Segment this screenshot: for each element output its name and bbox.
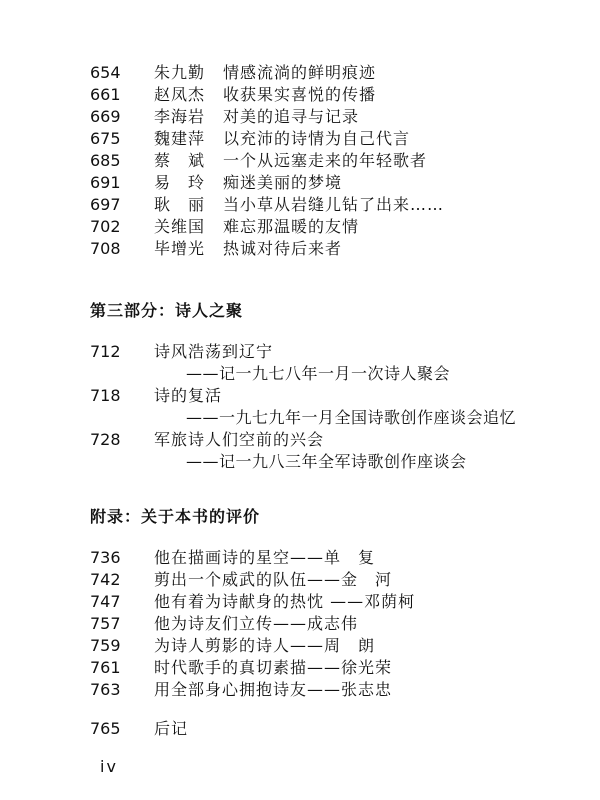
entry-title: 收获果实喜悦的传播 (223, 85, 377, 104)
entry-title: 为诗人剪影的诗人——周 朗 (154, 636, 376, 655)
entry-title: 诗的复活 (154, 386, 223, 405)
author-name: 李海岩 (154, 107, 206, 126)
page-number: 702 (90, 217, 121, 236)
toc-entry[interactable] (0, 106, 600, 128)
entry-title: 剪出一个威武的队伍——金 河 (154, 570, 393, 589)
toc-entry[interactable] (0, 150, 600, 172)
toc-entry[interactable] (0, 429, 600, 451)
author-name: 赵凤杰 (154, 85, 206, 104)
entry-title: 当小草从岩缝儿钻了出来…… (223, 195, 445, 214)
toc-entry[interactable] (0, 62, 600, 84)
toc-entry[interactable] (0, 613, 600, 635)
entry-title: 难忘那温暖的友情 (223, 217, 360, 236)
toc-entry[interactable] (0, 194, 600, 216)
toc-entry[interactable] (0, 238, 600, 260)
toc-entry[interactable] (0, 547, 600, 569)
toc-entry[interactable] (0, 569, 600, 591)
page-number: 708 (90, 239, 121, 258)
entry-title: 后记 (154, 719, 189, 738)
toc-entry-afterword[interactable] (0, 718, 600, 740)
entry-title: 一个从远塞走来的年轻歌者 (223, 151, 428, 170)
section-heading-appendix: 附录：关于本书的评价 (90, 507, 261, 526)
entry-subtitle: ——记一九八三年全军诗歌创作座谈会 (186, 452, 467, 471)
page-number: 691 (90, 173, 121, 192)
section-appendix-list (0, 547, 600, 701)
page-number: 697 (90, 195, 121, 214)
page-number: 712 (90, 342, 121, 361)
toc-entry[interactable] (0, 657, 600, 679)
entry-title: 以充沛的诗情为自己代言 (223, 129, 411, 148)
entry-title: 对美的追寻与记录 (223, 107, 360, 126)
author-name: 朱九勤 (154, 63, 206, 82)
entry-subtitle: ——一九七九年一月全国诗歌创作座谈会追忆 (186, 408, 517, 427)
toc-entry[interactable] (0, 216, 600, 238)
toc-entry[interactable] (0, 591, 600, 613)
afterword-list (0, 718, 600, 740)
entry-title: 他在描画诗的星空——单 复 (154, 548, 376, 567)
entry-title: 诗风浩荡到辽宁 (154, 342, 274, 361)
page-number: 661 (90, 85, 121, 104)
entry-title: 情感流淌的鲜明痕迹 (223, 63, 377, 82)
page-number: 685 (90, 151, 121, 170)
author-name: 魏建萍 (154, 129, 206, 148)
page-number: 761 (90, 658, 121, 677)
page-number: 728 (90, 430, 121, 449)
toc-entry[interactable] (0, 635, 600, 657)
entry-title: 热诚对待后来者 (223, 239, 343, 258)
entry-title: 痴迷美丽的梦境 (223, 173, 343, 192)
entry-subtitle: ——记一九七八年一月一次诗人聚会 (186, 364, 451, 383)
section-authors-list (0, 62, 600, 260)
section-gathering-list (0, 341, 600, 473)
toc-entry[interactable] (0, 128, 600, 150)
entry-title: 时代歌手的真切素描——徐光荣 (154, 658, 393, 677)
entry-title: 用全部身心拥抱诗友——张志忠 (154, 680, 393, 699)
author-name: 耿 丽 (154, 195, 206, 214)
entry-title: 他为诗友们立传——成志伟 (154, 614, 359, 633)
toc-entry[interactable] (0, 172, 600, 194)
page-number: 763 (90, 680, 121, 699)
toc-entry[interactable] (0, 679, 600, 701)
toc-entry-subtitle (0, 451, 600, 473)
page-number: 765 (90, 719, 121, 738)
page-number: 675 (90, 129, 121, 148)
page-number: 718 (90, 386, 121, 405)
toc-entry[interactable] (0, 385, 600, 407)
author-name: 蔡 斌 (154, 151, 206, 170)
toc-entry-subtitle (0, 407, 600, 429)
page-number: 654 (90, 63, 121, 82)
entry-title: 他有着为诗献身的热忱 ——邓荫柯 (154, 592, 416, 611)
page-number: 742 (90, 570, 121, 589)
page-number: 669 (90, 107, 121, 126)
page-number: 757 (90, 614, 121, 633)
section-heading-part3: 第三部分：诗人之聚 (90, 301, 244, 320)
page-folio: iv (100, 757, 118, 776)
toc-entry-subtitle (0, 363, 600, 385)
toc-entry[interactable] (0, 341, 600, 363)
author-name: 关维国 (154, 217, 206, 236)
entry-title: 军旅诗人们空前的兴会 (154, 430, 325, 449)
author-name: 易 玲 (154, 173, 206, 192)
toc-entry[interactable] (0, 84, 600, 106)
page-number: 747 (90, 592, 121, 611)
page-number: 736 (90, 548, 121, 567)
page-number: 759 (90, 636, 121, 655)
author-name: 毕增光 (154, 239, 206, 258)
